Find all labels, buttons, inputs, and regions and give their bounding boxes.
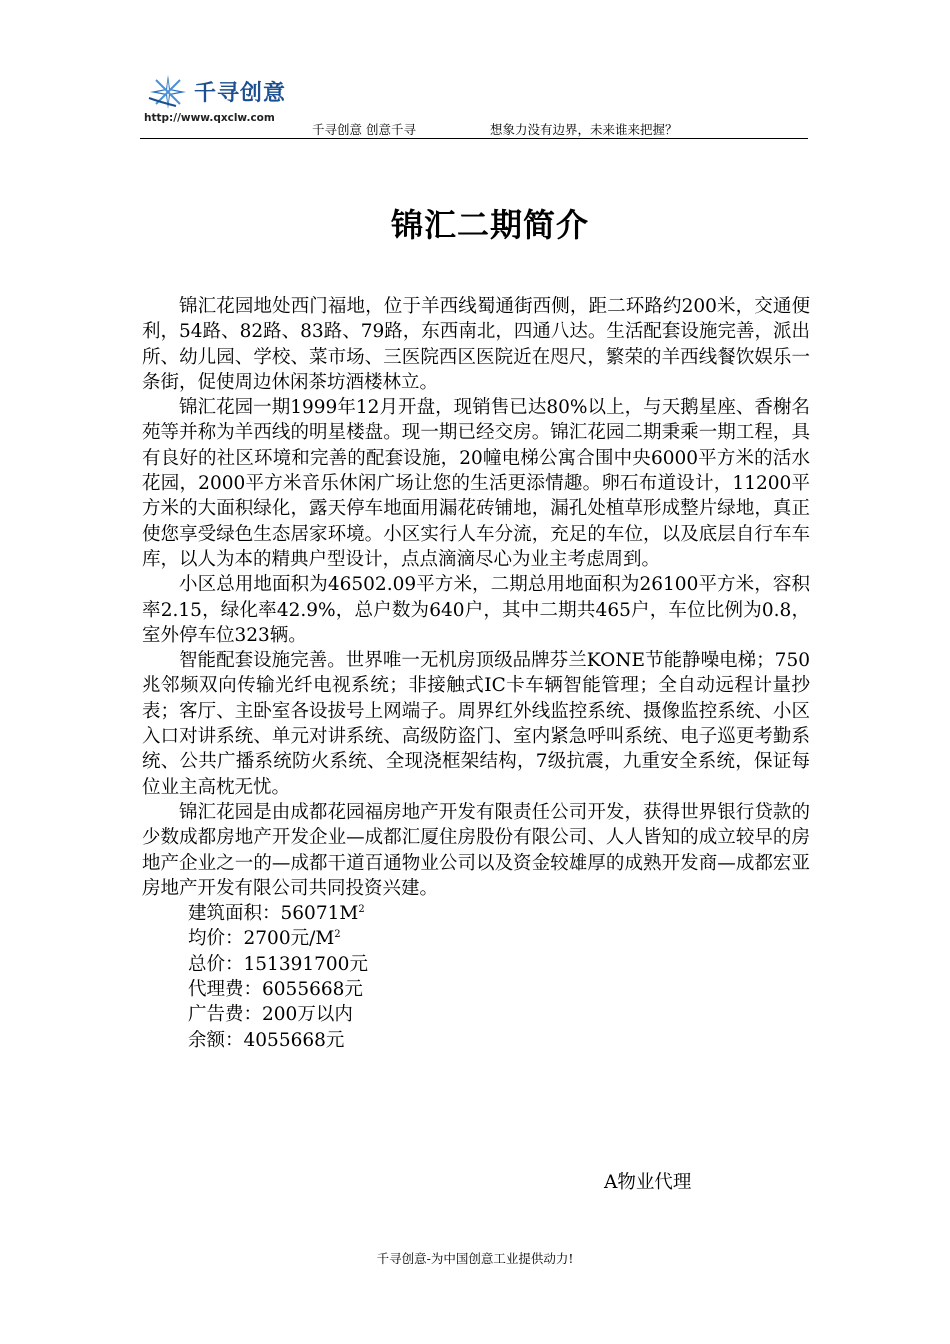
- signature: A物业代理: [604, 1172, 692, 1193]
- figure-value: 4055668元: [243, 1029, 345, 1051]
- page-header: [140, 64, 808, 140]
- paragraph-phase-info: 锦汇花园一期1999年12月开盘，现销售已达80%以上，与天鹅星座、香榭名苑等并称为羊西线的明星楼盘。现一期已经交房。锦汇花园二期秉乘一期工程，具有良好的社区环境和完善的配套设施，20幢电梯公寓合围中央6000平方米的活水花园，2000平方米音乐休闲广场让您的生活更添情趣。卵石布道设计，11200平方米的大面积绿化，露天停车地面用漏花砖铺地，漏孔处植草形成整片绿地，真正使您享受绿色生态居家环境。小区实行人车分流，充足的车位，以及底层自行车车库，以人为本的精典户型设计，点点滴滴尽心为业主考虑周到。: [142, 397, 810, 570]
- document-title: 锦汇二期简介: [390, 206, 589, 244]
- figure-label: 代理费：: [188, 979, 263, 1001]
- star-logo-icon: [146, 72, 190, 112]
- logo-name: 千寻创意: [194, 81, 287, 106]
- paragraph-site-stats: 小区总用地面积为46502.09平方米，二期总用地面积为26100平方米，容积率2.15，绿化率42.9%，总户数为640户，其中二期共465户，车位比例为0.8，室外停车位323辆。: [142, 574, 810, 646]
- header-divider: [140, 138, 808, 139]
- figure-unit-superscript: 2: [358, 903, 365, 915]
- figure-agency-fee: [142, 977, 810, 1002]
- figure-value: 2700元/M: [243, 928, 335, 950]
- figure-balance: [142, 1028, 810, 1053]
- logo-url[interactable]: http://www.qxclw.com: [144, 112, 275, 124]
- figure-label: 均价：: [188, 928, 244, 950]
- figure-label: 广告费：: [188, 1004, 263, 1026]
- figure-unit-price: [142, 926, 810, 951]
- page-footer: 千寻创意-为中国创意工业提供动力!: [376, 1251, 574, 1266]
- figure-label: 总价：: [188, 953, 244, 975]
- paragraph-location: 锦汇花园地处西门福地，位于羊西线蜀通街西侧，距二环路约200米，交通便利，54路、82路、83路、79路，东西南北，四通八达。生活配套设施完善，派出所、幼儿园、学校、菜市场、三医院西区医院近在咫尺，繁荣的羊西线餐饮娱乐一条街，促使周边休闲茶坊酒楼林立。: [142, 296, 810, 393]
- figure-label: 建筑面积：: [188, 903, 281, 925]
- header-slogan-left: 千寻创意 创意千寻: [312, 122, 416, 137]
- figure-building-area: [142, 901, 810, 926]
- header-slogan-right: 想象力没有边界，未来谁来把握？: [490, 122, 678, 137]
- figure-ad-fee: [142, 1002, 810, 1027]
- document-body: [142, 294, 810, 1053]
- figure-value: 151391700元: [243, 953, 368, 975]
- paragraph-developers: 锦汇花园是由成都花园福房地产开发有限责任公司开发，获得世界银行贷款的少数成都房地产开发企业—成都汇厦住房股份有限公司、人人皆知的成立较早的房地产企业之一的—成都干道百通物业公司以及资金较雄厚的成熟开发商—成都宏亚房地产开发有限公司共同投资兴建。: [142, 801, 810, 899]
- figure-value: 200万以内: [262, 1004, 353, 1026]
- figure-value: 56071M: [280, 903, 359, 925]
- figure-value: 6055668元: [262, 979, 363, 1001]
- paragraph-smart-facilities: 智能配套设施完善。世界唯一无机房顶级品牌芬兰KONE节能静噪电梯；750兆邻频双向传输光纤电视系统；非接触式IC卡车辆智能管理；全自动远程计量抄表；客厅、主卧室各设拔号上网端子。周界红外线监控系统、摄像监控系统、小区入口对讲系统、单元对讲系统、高级防盗门、室内紧急呼叫系统、电子巡更考勤系统、公共广播系统防火系统、全现浇框架结构，7级抗震，九重安全系统，保证每位业主高枕无忧。: [142, 650, 810, 798]
- figure-unit-superscript: 2: [334, 929, 341, 941]
- figure-total-price: [142, 952, 810, 977]
- figure-label: 余额：: [188, 1029, 244, 1051]
